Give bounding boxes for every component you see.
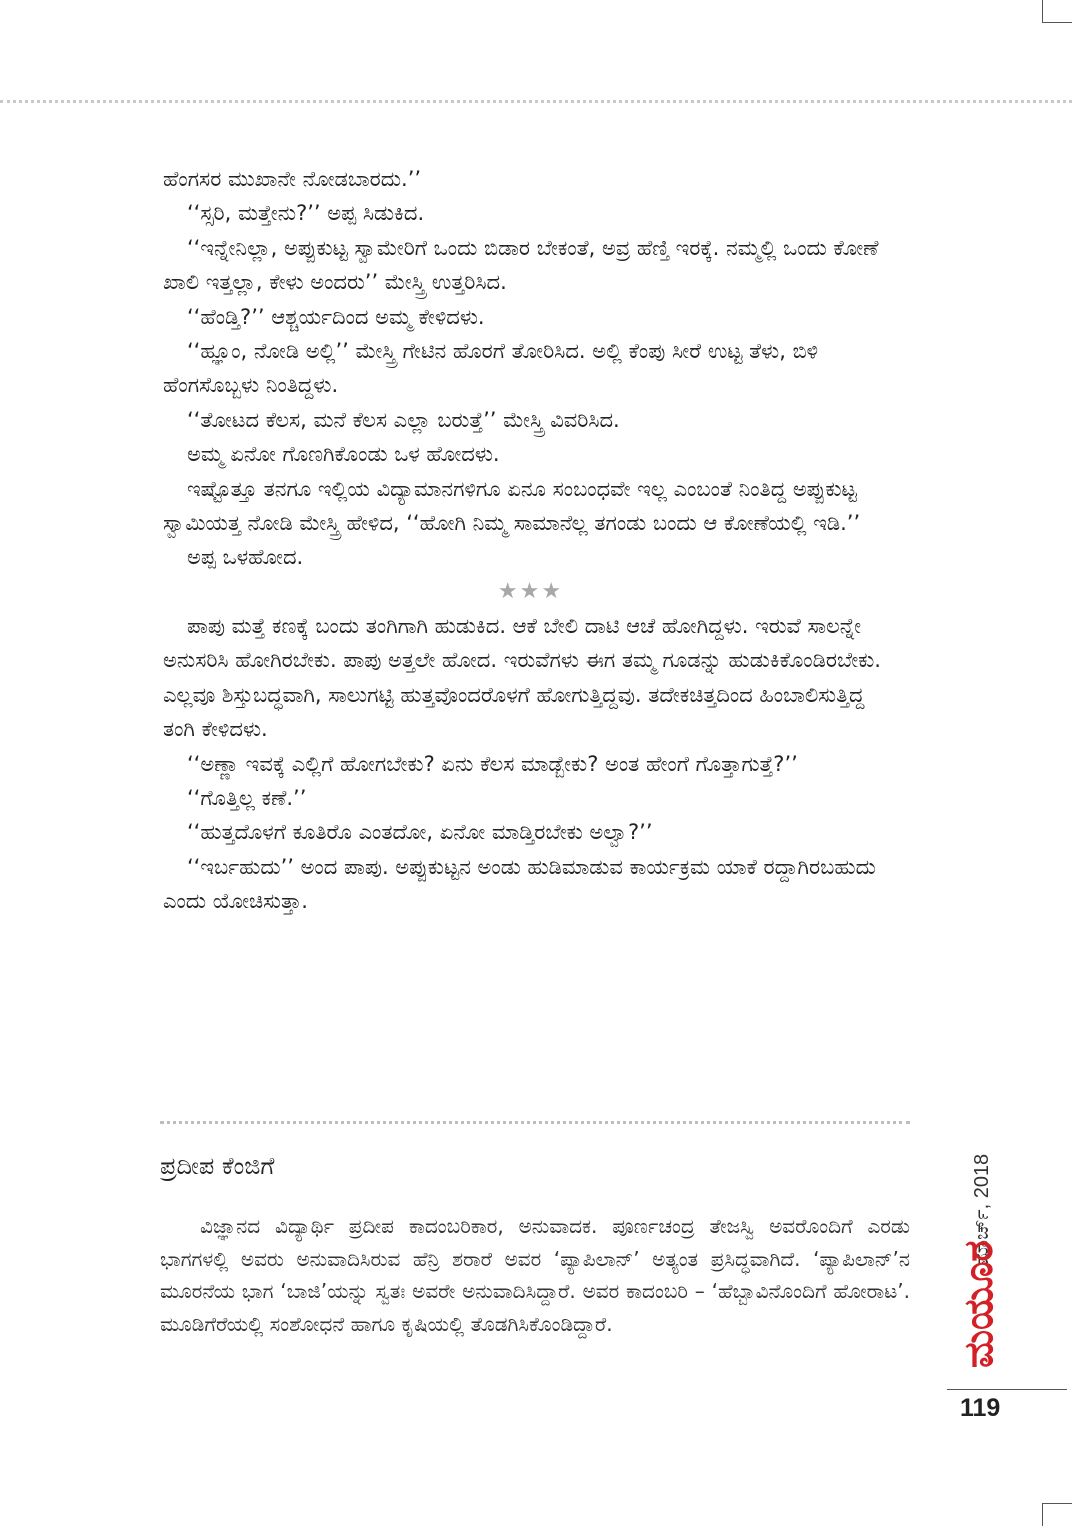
story-paragraph: ಅಪ್ಪ ಒಳಹೋದ. bbox=[187, 545, 304, 570]
page-number-rule bbox=[947, 1389, 1067, 1390]
issue-date: ಮಾರ್ಚ್, 2018 bbox=[971, 1153, 993, 1266]
story-paragraph: ಪಾಪು ಮತ್ತೆ ಕಣಕ್ಕೆ ಬಂದು ತಂಗಿಗಾಗಿ ಹುಡುಕಿದ. ಆಕೆ ಬೇಲಿ ದಾಟಿ ಆಚೆ ಹೋಗಿದ್ದಳು. ಇರುವೆ ಸಾಲನ್ನೇ ಅನುಸರಿಸಿ ಹೋಗಿರಬೇಕು. ಪಾಪು ಅತ್ತಲೇ ಹೋದ. ಇರುವೆಗಳು ಈಗ ತಮ್ಮ ಗೂಡನ್ನು ಹುಡುಕಿಕೊಂಡಿರಬೇಕು. ಎಲ್ಲವೂ ಶಿಸ್ತುಬದ್ಧವಾಗಿ, ಸಾಲುಗಟ್ಟಿ ಹುತ್ತವೊಂದರೊಳಗೆ ಹೋಗುತ್ತಿದ್ದವು. ತದೇಕಚಿತ್ತದಿಂದ ಹಿಂಬಾಲಿಸುತ್ತಿದ್ದ ತಂಗಿ ಕೇಳಿದಳು. bbox=[163, 613, 881, 742]
story-paragraph: ‘‘ಸ್ಸರಿ, ಮತ್ತೇನು?’’ ಅಪ್ಪ ಸಿಡುಕಿದ. bbox=[187, 201, 425, 226]
sidebar-masthead bbox=[950, 1098, 1040, 1380]
author-name: ಪ್ರದೀಪ ಕೆಂಜಿಗೆ bbox=[160, 1152, 275, 1180]
story-paragraph: ‘‘ಹ್ಞೂಂ, ನೋಡಿ ಅಲ್ಲಿ’’ ಮೇಸ್ತ್ರಿ ಗೇಟಿನ ಹೊರಗೆ ತೋರಿಸಿದ. ಅಲ್ಲಿ ಕೆಂಪು ಸೀರೆ ಉಟ್ಟ ತೆಳು, ಬಿಳಿ ಹೆಂಗಸೊಬ್ಬಳು ನಿಂತಿದ್ದಳು. bbox=[163, 339, 819, 398]
story-paragraph: ‘‘ಗೊತ್ತಿಲ್ಲ ಕಣೆ.’’ bbox=[187, 785, 307, 810]
author-bio: ವಿಜ್ಞಾನದ ವಿದ್ಯಾರ್ಥಿ ಪ್ರದೀಪ ಕಾದಂಬರಿಕಾರ, ಅನುವಾದಕ. ಪೂರ್ಣಚಂದ್ರ ತೇಜಸ್ವಿ ಅವರೊಂದಿಗೆ ಎರಡು ಭಾಗಗಳಲ್ಲಿ ಅವರು ಅನುವಾದಿಸಿರುವ ಹೆನ್ರಿ ಶರಾರೆ ಅವರ ‘ಪ್ಯಾಪಿಲಾನ್’ ಅತ್ಯಂತ ಪ್ರಸಿದ್ಧವಾಗಿದೆ. ‘ಪ್ಯಾಪಿಲಾನ್’ನ ಮೂರನೆಯ ಭಾಗ ‘ಬಾಜಿ’ಯನ್ನು ಸ್ವತಃ ಅವರೇ ಅನುವಾದಿಸಿದ್ದಾರೆ. ಅವರ ಕಾದಂಬರಿ – ‘ಹೆಬ್ಬಾವಿನೊಂದಿಗೆ ಹೋರಾಟ’. ಮೂಡಿಗೆರೆಯಲ್ಲಿ ಸಂಶೋಧನೆ ಹಾಗೂ ಕೃಷಿಯಲ್ಲಿ ತೊಡಗಿಸಿಕೊಂಡಿದ್ದಾರೆ. bbox=[160, 1214, 910, 1336]
story-paragraph: ‘‘ಅಣ್ಣಾ ಇವಕ್ಕೆ ಎಲ್ಲಿಗೆ ಹೋಗಬೇಕು? ಏನು ಕೆಲಸ ಮಾಡ್ಬೇಕು? ಅಂತ ಹೇಂಗೆ ಗೊತ್ತಾಗುತ್ತೆ?’’ bbox=[187, 751, 798, 776]
story-paragraph: ‘‘ತೋಟದ ಕೆಲಸ, ಮನೆ ಕೆಲಸ ಎಲ್ಲಾ ಬರುತ್ತೆ’’ ಮೇಸ್ತ್ರಿ ವಿವರಿಸಿದ. bbox=[187, 407, 620, 432]
bio-dotted-rule bbox=[160, 1121, 910, 1124]
top-dotted-rule bbox=[0, 100, 1072, 103]
section-separator-stars: ★★★ bbox=[497, 578, 564, 604]
story-paragraph: ‘‘ಹುತ್ತದೊಳಗೆ ಕೂತಿರೊ ಎಂತದೋ, ಏನೋ ಮಾಡ್ತಿರಬೇಕು ಅಲ್ವಾ?’’ bbox=[187, 820, 653, 845]
story-body bbox=[163, 162, 898, 919]
crop-mark-bottom bbox=[1042, 1503, 1072, 1526]
story-paragraph: ‘‘ಹೆಂಡ್ತಿ?’’ ಆಶ್ಚರ್ಯದಿಂದ ಅಮ್ಮ ಕೇಳಿದಳು. bbox=[187, 304, 485, 329]
story-paragraph: ‘‘ಇರ್ಬಹುದು’’ ಅಂದ ಪಾಪು. ಅಪ್ಪುಕುಟ್ಟನ ಅಂಡು ಹುಡಿಮಾಡುವ ಕಾರ್ಯಕ್ರಮ ಯಾಕೆ ರದ್ದಾಗಿರಬಹುದು ಎಂದು ಯೋಚಿಸುತ್ತಾ. bbox=[163, 854, 876, 914]
story-paragraph: ‘‘ಇನ್ನೇನಿಲ್ಲಾ, ಅಪ್ಪುಕುಟ್ಟ ಸ್ವಾಮೇರಿಗೆ ಒಂದು ಬಿಡಾರ ಬೇಕಂತೆ, ಅವ್ರ ಹೆಣ್ತಿ ಇರಕ್ಕೆ. ನಮ್ಮಲ್ಲಿ ಒಂದು ಕೋಣೆ ಖಾಲಿ ಇತ್ತಲ್ಲಾ, ಕೇಳು ಅಂದರು’’ ಮೇಸ್ತ್ರಿ ಉತ್ತರಿಸಿದ. bbox=[163, 235, 879, 295]
crop-mark-top bbox=[1042, 0, 1072, 23]
magazine-logo: ಮಯೂರ bbox=[956, 1240, 1002, 1368]
story-paragraph: ಹೆಂಗಸರ ಮುಖಾನೇ ನೋಡಬಾರದು.’’ bbox=[163, 167, 422, 191]
page-number: 119 bbox=[960, 1394, 1001, 1422]
story-paragraph: ಅಮ್ಮ ಏನೋ ಗೊಣಗಿಕೊಂಡು ಒಳ ಹೋದಳು. bbox=[187, 442, 500, 467]
story-paragraph: ಇಷ್ಟೊತ್ತೂ ತನಗೂ ಇಲ್ಲಿಯ ವಿದ್ಯಾಮಾನಗಳಿಗೂ ಏನೂ ಸಂಬಂಧವೇ ಇಲ್ಲ ಎಂಬಂತೆ ನಿಂತಿದ್ದ ಅಪ್ಪುಕುಟ್ಟ ಸ್ವಾಮಿಯತ್ತ ನೋಡಿ ಮೇಸ್ತ್ರಿ ಹೇಳಿದ, ‘‘ಹೋಗಿ ನಿಮ್ಮ ಸಾಮಾನೆಲ್ಲ ತಗಂಡು ಬಂದು ಆ ಕೋಣೆಯಲ್ಲಿ ಇಡಿ.’’ bbox=[163, 476, 861, 536]
